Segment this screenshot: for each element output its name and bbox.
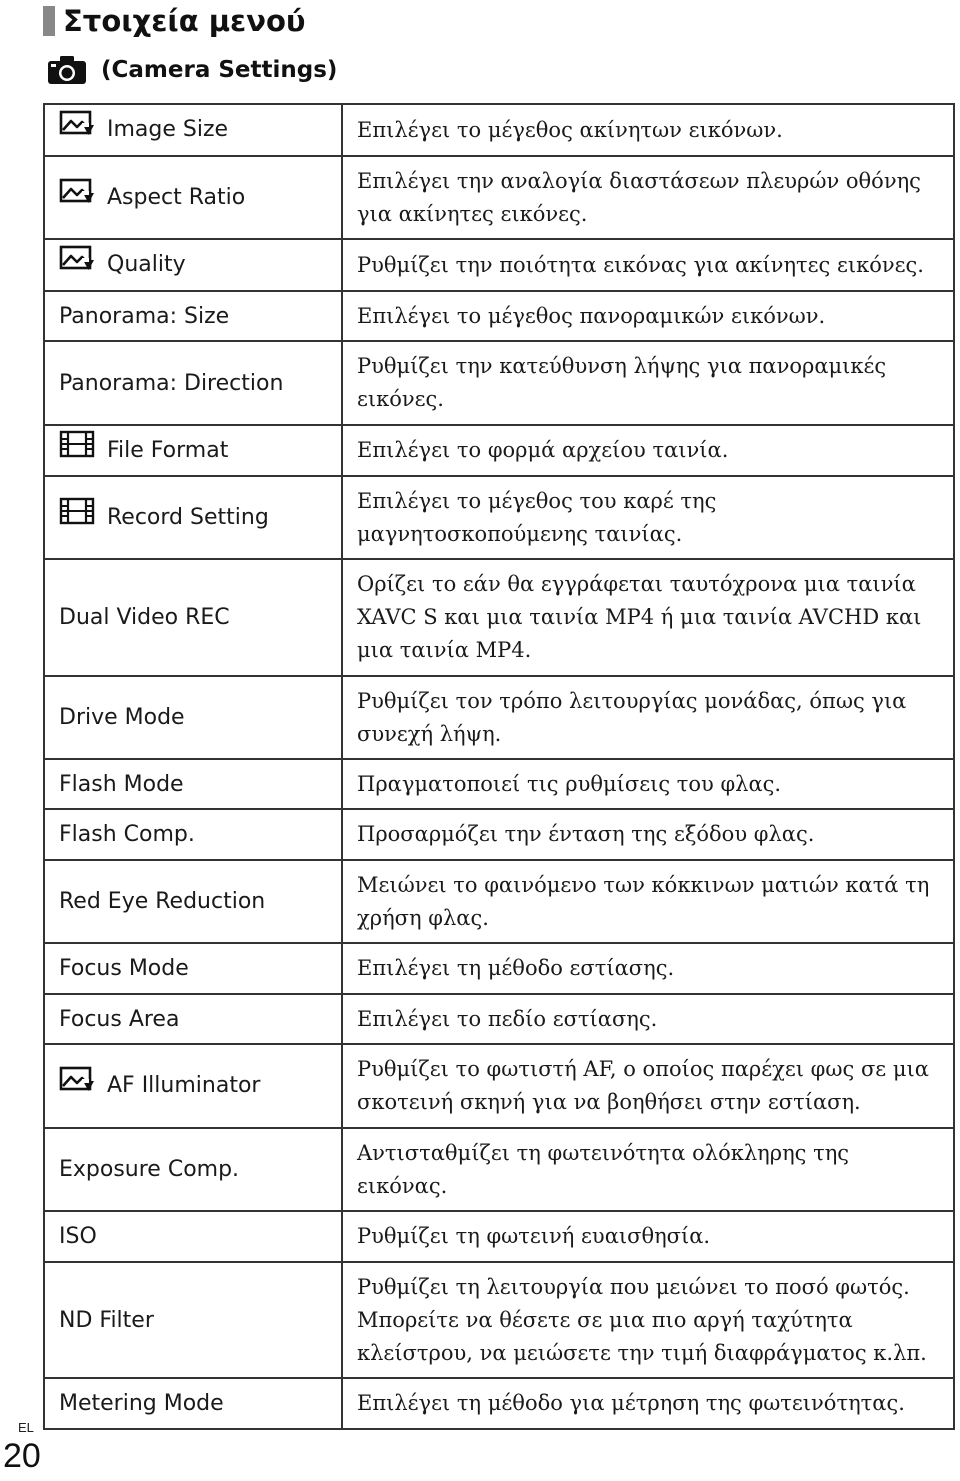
menu-item-name: Dual Video REC xyxy=(59,605,230,630)
table-row xyxy=(44,559,954,676)
table-row xyxy=(44,239,954,291)
table-row xyxy=(44,860,954,943)
menu-item-description: Επιλέγει το μέγεθος πανοραμικών εικόνων. xyxy=(342,291,954,341)
menu-item-name-cell xyxy=(44,676,342,759)
menu-item-name-cell xyxy=(44,860,342,943)
table-row xyxy=(44,994,954,1044)
page-number: 20 xyxy=(3,1437,41,1475)
still-image-icon xyxy=(59,245,95,281)
menu-item-description: Ρυθμίζει την κατεύθυνση λήψης για πανοραμικές εικόνες. xyxy=(342,341,954,425)
table-row xyxy=(44,156,954,239)
language-tab: EL xyxy=(18,1420,34,1435)
menu-item-description: Ρυθμίζει τη φωτεινή ευαισθησία. xyxy=(342,1211,954,1262)
menu-item-name-cell xyxy=(44,476,342,559)
menu-item-name: ND Filter xyxy=(59,1307,154,1333)
menu-item-description: Ρυθμίζει το φωτιστή AF, ο οποίος παρέχει φως σε μια σκοτεινή σκηνή για να βοηθήσει στην εστίαση. xyxy=(342,1044,954,1128)
camera-settings-label: (Camera Settings) xyxy=(101,57,338,83)
menu-item-description: Ορίζει το εάν θα εγγράφεται ταυτόχρονα μια ταινία XAVC S και μια ταινία MP4 ή μια ταινία AVCHD και μια ταινία MP4. xyxy=(342,559,954,676)
menu-item-name: AF Illuminator xyxy=(107,1073,261,1098)
menu-item-name-cell xyxy=(44,425,342,476)
movie-film-icon xyxy=(59,430,95,468)
menu-item-name: Exposure Comp. xyxy=(59,1157,240,1182)
menu-item-description: Επιλέγει την αναλογία διαστάσεων πλευρών οθόνης για ακίνητες εικόνες. xyxy=(342,156,954,239)
menu-item-name: Drive Mode xyxy=(59,705,185,730)
menu-item-name: Flash Comp. xyxy=(59,822,195,847)
table-row xyxy=(44,1044,954,1128)
menu-item-name-cell xyxy=(44,1128,342,1211)
camera-icon xyxy=(47,55,87,85)
menu-item-name-cell xyxy=(44,809,342,860)
table-row xyxy=(44,676,954,759)
table-row xyxy=(44,425,954,476)
menu-item-name-cell xyxy=(44,559,342,676)
menu-item-name-cell xyxy=(44,943,342,994)
menu-item-name-cell xyxy=(44,1262,342,1378)
movie-film-icon xyxy=(59,497,95,535)
menu-item-name-cell xyxy=(44,1211,342,1262)
menu-item-name: Flash Mode xyxy=(59,771,184,797)
camera-settings-heading xyxy=(47,52,337,88)
menu-item-description: Ρυθμίζει την ποιότητα εικόνας για ακίνητες εικόνες. xyxy=(342,239,954,291)
table-row xyxy=(44,104,954,156)
menu-item-name-cell xyxy=(44,239,342,291)
still-image-icon xyxy=(59,110,95,146)
menu-item-name: Focus Area xyxy=(59,1006,180,1032)
menu-items-table xyxy=(43,103,955,1430)
menu-item-name: Quality xyxy=(107,252,186,277)
menu-item-name-cell xyxy=(44,1044,342,1128)
menu-item-name: Aspect Ratio xyxy=(107,184,246,210)
table-row xyxy=(44,1378,954,1429)
heading-marker-bar xyxy=(43,6,55,36)
menu-item-name: ISO xyxy=(59,1224,97,1249)
menu-item-description: Ρυθμίζει τον τρόπο λειτουργίας μονάδας, όπως για συνεχή λήψη. xyxy=(342,676,954,759)
menu-item-description: Ρυθμίζει τη λειτουργία που μειώνει το ποσό φωτός. Μπορείτε να θέσετε σε μια πιο αργή ταχύτητα κλείστρου, να μειώσετε την τιμή διαφράγματος κ.λπ. xyxy=(342,1262,954,1378)
menu-item-name-cell xyxy=(44,156,342,239)
menu-item-name-cell xyxy=(44,104,342,156)
menu-item-description: Επιλέγει το φορμά αρχείου ταινία. xyxy=(342,425,954,476)
menu-item-name: Image Size xyxy=(107,117,229,142)
menu-item-description: Προσαρμόζει την ένταση της εξόδου φλας. xyxy=(342,809,954,860)
menu-item-name-cell xyxy=(44,291,342,341)
menu-item-name: Panorama: Direction xyxy=(59,370,284,396)
table-row xyxy=(44,476,954,559)
section-heading xyxy=(43,2,305,40)
menu-item-description: Επιλέγει το πεδίο εστίασης. xyxy=(342,994,954,1044)
table-row xyxy=(44,1128,954,1211)
menu-item-name-cell xyxy=(44,341,342,425)
menu-item-name: Metering Mode xyxy=(59,1391,224,1416)
menu-item-name-cell xyxy=(44,759,342,809)
menu-item-description: Επιλέγει τη μέθοδο εστίασης. xyxy=(342,943,954,994)
table-row xyxy=(44,1262,954,1378)
menu-item-description: Μειώνει το φαινόμενο των κόκκινων ματιών κατά τη χρήση φλας. xyxy=(342,860,954,943)
table-row xyxy=(44,341,954,425)
menu-item-name: Panorama: Size xyxy=(59,303,230,329)
menu-item-name-cell xyxy=(44,994,342,1044)
still-image-icon xyxy=(59,178,95,214)
page-title: Στοιχεία μενού xyxy=(63,4,306,38)
still-image-icon xyxy=(59,1066,95,1102)
menu-item-description: Επιλέγει τη μέθοδο για μέτρηση της φωτεινότητας. xyxy=(342,1378,954,1429)
menu-item-name: File Format xyxy=(107,437,229,463)
table-row xyxy=(44,1211,954,1262)
table-row xyxy=(44,809,954,860)
menu-item-name: Record Setting xyxy=(107,504,269,530)
menu-item-description: Επιλέγει το μέγεθος ακίνητων εικόνων. xyxy=(342,104,954,156)
menu-item-description: Αντισταθμίζει τη φωτεινότητα ολόκληρης της εικόνας. xyxy=(342,1128,954,1211)
menu-item-name: Red Eye Reduction xyxy=(59,889,266,914)
menu-item-name: Focus Mode xyxy=(59,956,189,981)
menu-item-description: Πραγματοποιεί τις ρυθμίσεις του φλας. xyxy=(342,759,954,809)
table-row xyxy=(44,943,954,994)
menu-item-name-cell xyxy=(44,1378,342,1429)
table-row xyxy=(44,291,954,341)
menu-item-description: Επιλέγει το μέγεθος του καρέ της μαγνητοσκοπούμενης ταινίας. xyxy=(342,476,954,559)
table-row xyxy=(44,759,954,809)
